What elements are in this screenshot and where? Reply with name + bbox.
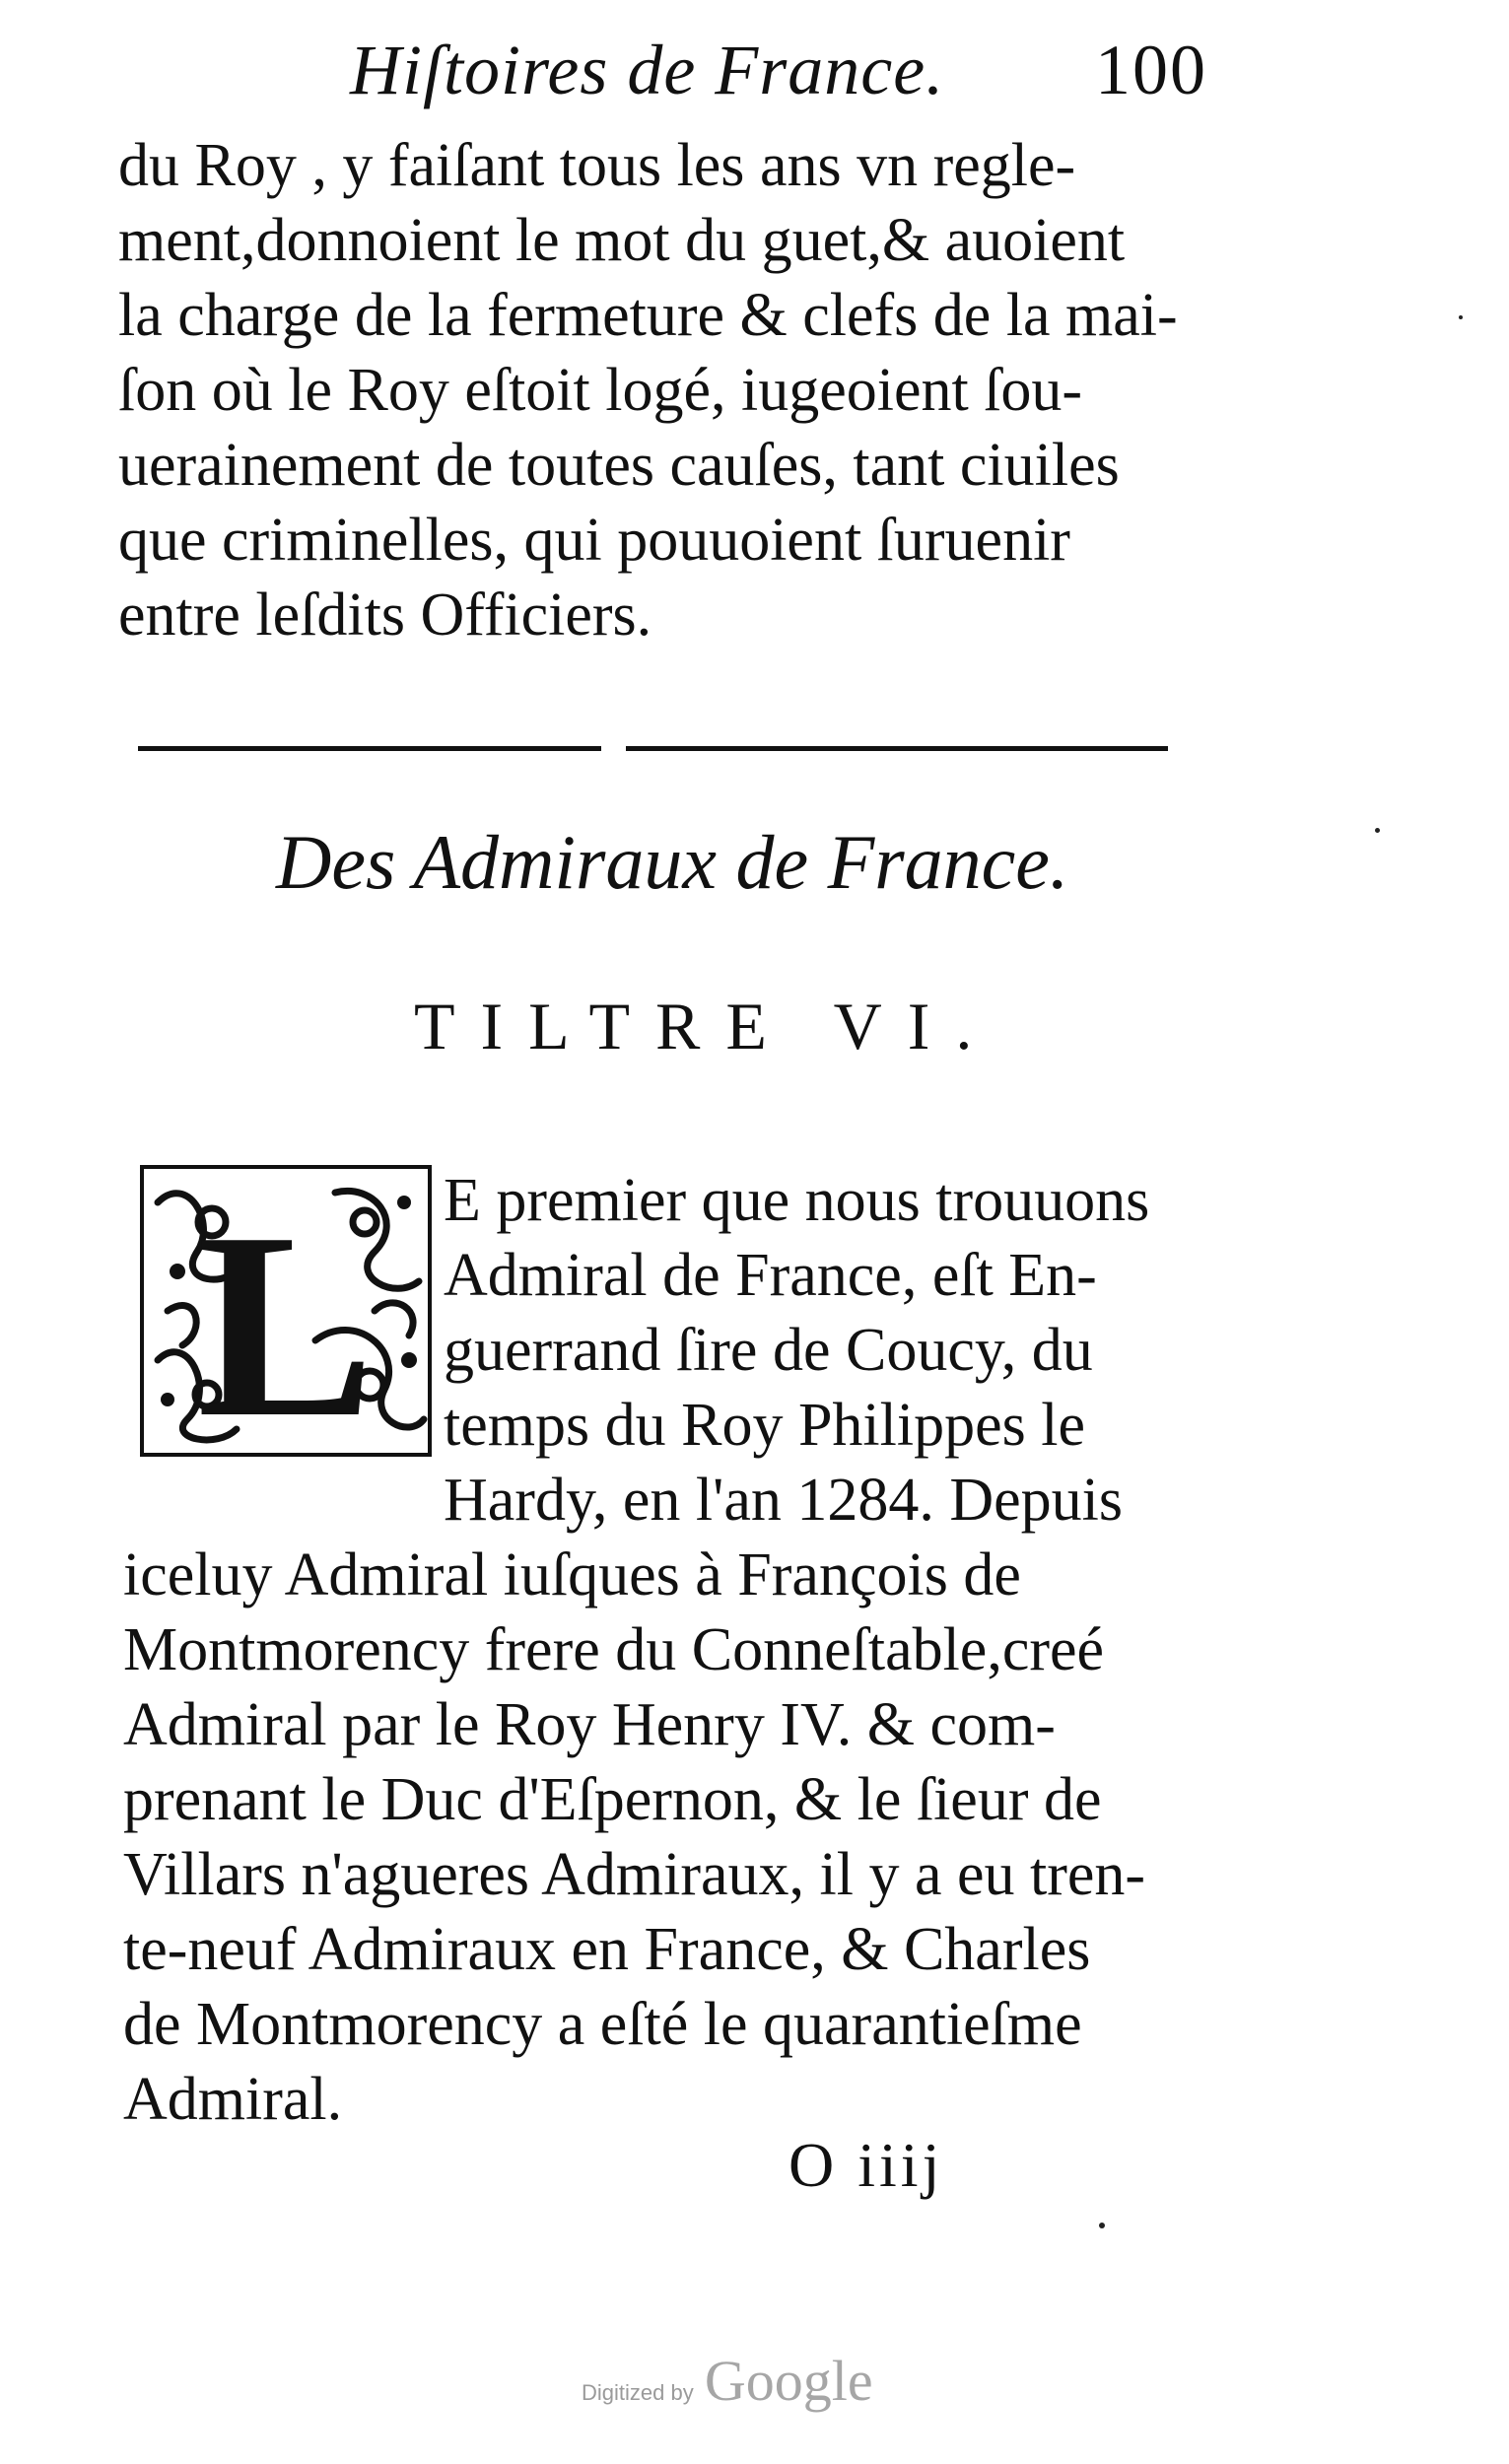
section-subtitle: TILTRE VI. bbox=[414, 989, 998, 1063]
watermark-prefix: Digitized by bbox=[582, 2380, 694, 2405]
text-line: Montmorency frere du Conneſtable,creé bbox=[123, 1616, 1105, 1683]
text-line: Hardy, en l'an 1284. Depuis bbox=[444, 1467, 1123, 1534]
text-line: E premier que nous trouuons bbox=[444, 1167, 1150, 1234]
text-line: temps du Roy Philippes le bbox=[444, 1392, 1085, 1459]
paragraph-indented-lines bbox=[444, 1163, 1212, 1538]
ink-speck bbox=[1459, 315, 1463, 319]
text-line: entre leſdits Officiers. bbox=[118, 582, 652, 649]
text-line: du Roy , y faiſant tous les ans vn regle- bbox=[118, 132, 1076, 199]
text-line: te-neuf Admiraux en France, & Charles bbox=[123, 1916, 1091, 1983]
watermark-brand: Google bbox=[704, 2349, 873, 2413]
ink-speck bbox=[1099, 2223, 1105, 2228]
text-line: ment,donnoient le mot du guet,& auoient bbox=[118, 207, 1126, 274]
text-line: Admiral de France, eſt En- bbox=[444, 1242, 1097, 1309]
ink-speck bbox=[1375, 828, 1380, 833]
drop-cap-letter: L bbox=[196, 1178, 376, 1459]
text-line: ſon où le Roy eſtoit logé, iugeoient ſou- bbox=[118, 357, 1083, 424]
text-line: Admiral par le Roy Henry IV. & com- bbox=[123, 1691, 1056, 1758]
text-line: Admiral. bbox=[123, 2066, 343, 2133]
paragraph-full-lines bbox=[123, 1538, 1227, 2137]
page-header bbox=[350, 30, 1207, 118]
text-line: de Montmorency a eſté le quarantieſme bbox=[123, 1991, 1082, 2058]
divider-rule-left bbox=[138, 746, 601, 751]
text-line: Villars n'agueres Admiraux, il y a eu tren- bbox=[123, 1841, 1146, 1908]
text-line: prenant le Duc d'Eſpernon, & le ſieur de bbox=[123, 1766, 1102, 1833]
section-title: Des Admiraux de France. bbox=[276, 819, 1069, 905]
text-line: uerainement de toutes cauſes, tant ciuiles bbox=[118, 432, 1120, 499]
text-line: que criminelles, qui pouuoient ſuruenir bbox=[118, 507, 1070, 574]
text-line: iceluy Admiral iuſques à François de bbox=[123, 1541, 1021, 1608]
running-head: Hiſtoires de France. bbox=[350, 31, 945, 109]
paragraph-continued bbox=[118, 128, 1227, 652]
digitization-watermark bbox=[582, 2348, 873, 2414]
text-line: la charge de la fermeture & clefs de la mai- bbox=[118, 282, 1178, 349]
signature-mark: O iiij bbox=[789, 2130, 944, 2200]
page-number: 100 bbox=[1095, 31, 1207, 109]
divider-rule-right bbox=[626, 746, 1168, 751]
text-line: guerrand ſire de Coucy, du bbox=[444, 1317, 1093, 1384]
section-divider bbox=[138, 746, 1168, 752]
ornamental-drop-cap bbox=[138, 1163, 434, 1459]
drop-cap-ornament-icon bbox=[138, 1163, 434, 1459]
